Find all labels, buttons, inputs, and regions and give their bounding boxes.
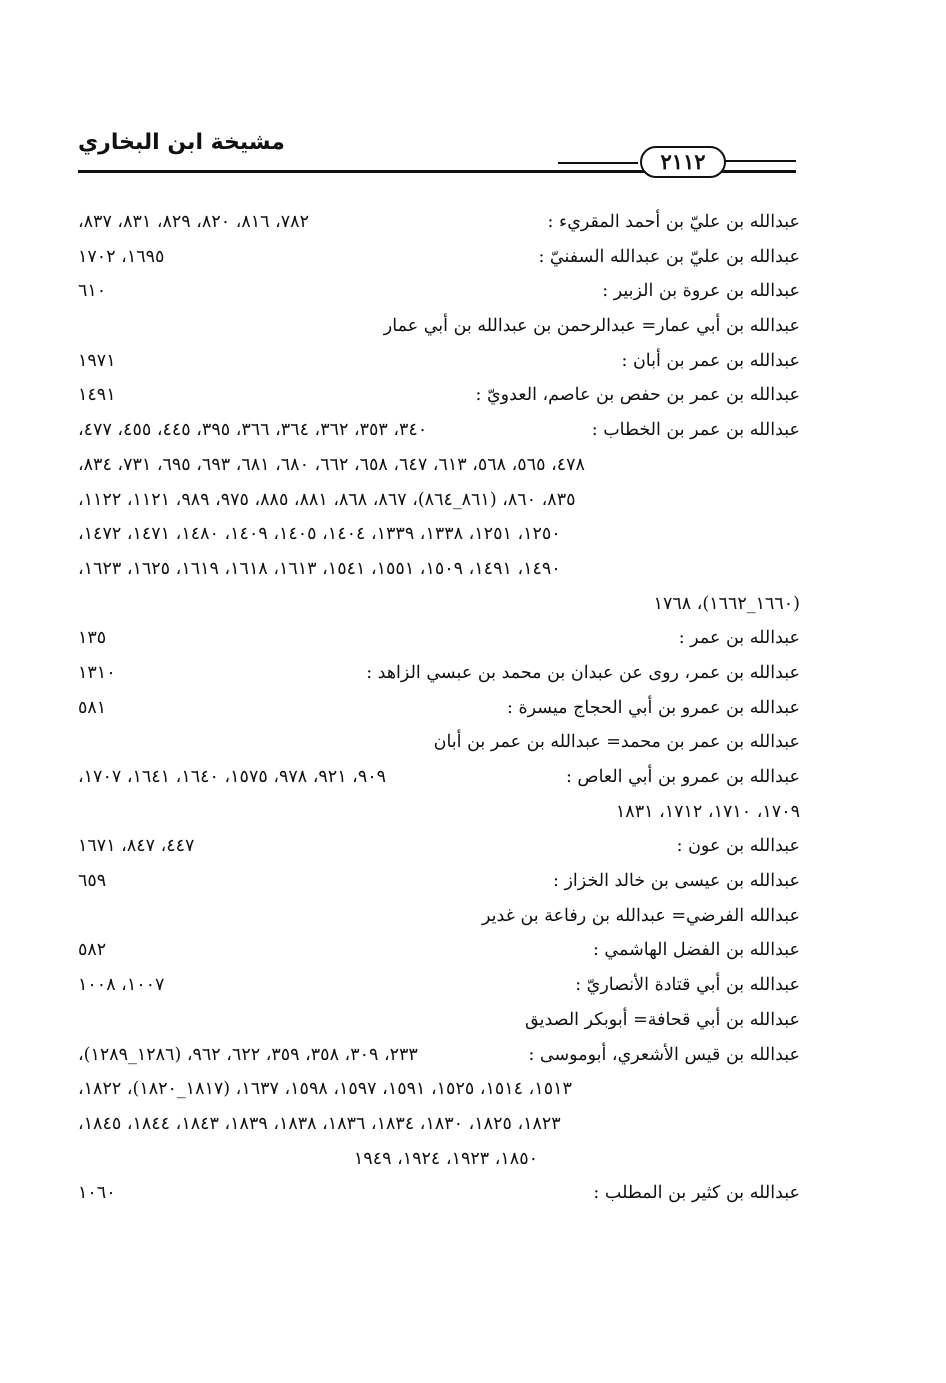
entry-continuation xyxy=(78,587,800,622)
entry-continuation xyxy=(78,448,800,483)
entry-name: عبدالله بن عليّ بن أحمد المقريء : xyxy=(547,212,800,232)
index-entry xyxy=(78,240,800,275)
index-entry xyxy=(78,760,800,795)
index-entry xyxy=(78,621,800,656)
index-entry xyxy=(78,829,800,864)
entry-refs: ١٤٩١ xyxy=(78,385,116,406)
entry-continuation xyxy=(78,1072,800,1107)
entry-refs: ١٨٢٣، ١٨٢٥، ١٨٣٠، ١٨٣٤، ١٨٣٦، ١٨٣٨، ١٨٣٩، ١٨٤٣، ١٨٤٤، ١٨٤٥، xyxy=(78,1113,561,1134)
entry-refs: ٥٨٢ xyxy=(78,940,107,961)
entry-name: عبدالله بن عمر، روى عن عبدان بن محمد بن عبسي الزاهد : xyxy=(366,662,800,683)
entry-refs: ٥٨١ xyxy=(78,697,107,718)
entry-name: عبدالله بن عون : xyxy=(676,836,800,857)
entry-refs: ١٠٦٠ xyxy=(78,1183,116,1204)
index-entry xyxy=(78,725,800,760)
index-entry xyxy=(78,413,800,448)
entry-name: عبدالله بن عمرو بن أبي العاص : xyxy=(565,767,800,787)
entry-refs: ١٢٥٠، ١٢٥١، ١٣٣٨، ١٣٣٩، ١٤٠٤، ١٤٠٥، ١٤٠٩، ١٤٨٠، ١٤٧١، ١٤٧٢، xyxy=(78,524,561,545)
book-title: مشيخة ابن البخاري xyxy=(78,130,285,155)
entry-name: عبدالله بن عمر بن أبان : xyxy=(621,350,800,371)
index-entry xyxy=(78,344,800,379)
index-entry xyxy=(78,274,800,309)
entry-refs: ٦١٠ xyxy=(78,281,107,302)
entry-continuation xyxy=(78,795,800,830)
entry-refs: ١٨٥٠، ١٩٢٣، ١٩٢٤، ١٩٤٩ xyxy=(353,1148,538,1169)
entry-refs: (١٦٦٠_١٦٦٢)، ١٧٦٨ xyxy=(653,593,800,614)
entry-refs: ١٦٩٥، ١٧٠٢ xyxy=(78,246,165,267)
entry-continuation xyxy=(78,1107,800,1142)
entry-refs: ٤٧٨، ٥٦٥، ٥٦٨، ٦١٣، ٦٤٧، ٦٥٨، ٦٦٢، ٦٨٠، ٦٨١، ٦٩٣، ٦٩٥، ٧٣١، ٨٣٤، xyxy=(78,454,585,475)
entry-name: عبدالله بن أبي قتادة الأنصاريّ : xyxy=(575,975,800,996)
entry-name: عبدالله بن عروة بن الزبير : xyxy=(602,281,800,302)
entry-refs: ٣٤٠، ٣٥٣، ٣٦٢، ٣٦٤، ٣٦٦، ٣٩٥، ٤٤٥، ٤٥٥، ٤٧٧، xyxy=(78,420,428,441)
entry-refs: ٧٨٢، ٨١٦، ٨٢٠، ٨٢٩، ٨٣١، ٨٣٧، xyxy=(78,212,309,232)
header-rule-right xyxy=(724,160,796,162)
entry-refs: ٦٥٩ xyxy=(78,871,107,892)
entry-continuation xyxy=(78,552,800,587)
header-rule-short xyxy=(558,162,638,164)
entry-name: عبدالله بن عمر : xyxy=(678,628,800,649)
index-content xyxy=(78,205,800,1211)
entry-name: عبدالله بن الفضل الهاشمي : xyxy=(592,940,800,961)
entry-continuation xyxy=(78,483,800,518)
entry-name: عبدالله بن عمر بن حفص بن عاصم، العدويّ : xyxy=(475,385,800,406)
entry-refs: ٢٣٣، ٣٠٩، ٣٥٨، ٣٥٩، ٦٢٢، ٩٦٢، (١٢٨٦_١٢٨٩)، xyxy=(78,1044,418,1065)
entry-name: عبدالله بن قيس الأشعري، أبوموسى : xyxy=(528,1044,800,1065)
index-entry xyxy=(78,1003,800,1038)
entry-name: عبدالله بن أبي عمار= عبدالرحمن بن عبدالله بن أبي عمار xyxy=(383,316,800,337)
entry-continuation xyxy=(78,1142,800,1177)
entry-refs: ١٥١٣، ١٥١٤، ١٥٢٥، ١٥٩١، ١٥٩٧، ١٥٩٨، ١٦٣٧، (١٨١٧_١٨٢٠)، ١٨٢٢، xyxy=(78,1079,572,1100)
index-entry xyxy=(78,968,800,1003)
entry-refs: ١٤٩٠، ١٤٩١، ١٥٠٩، ١٥٥١، ١٥٤١، ١٦١٣، ١٦١٨، ١٦١٩، ١٦٢٥، ١٦٢٣، xyxy=(78,558,561,579)
entry-name: عبدالله بن كثير بن المطلب : xyxy=(593,1183,800,1204)
index-entry xyxy=(78,933,800,968)
entry-refs: ١٣٥ xyxy=(78,628,107,649)
index-entry xyxy=(78,864,800,899)
entry-refs: ٤٤٧، ٨٤٧، ١٦٧١ xyxy=(78,836,195,857)
index-entry xyxy=(78,656,800,691)
index-entry xyxy=(78,899,800,934)
entry-name: عبدالله الفرضي= عبدالله بن رفاعة بن غدير xyxy=(482,905,800,926)
index-entry xyxy=(78,1176,800,1211)
running-header xyxy=(78,122,796,184)
entry-refs: ٨٣٥، ٨٦٠، (٨٦١_٨٦٤)، ٨٦٧، ٨٦٨، ٨٨١، ٨٨٥، ٩٧٥، ٩٨٩، ١١٢١، ١١٢٢، xyxy=(78,489,576,510)
entry-refs: ١٧٠٩، ١٧١٠، ١٧١٢، ١٨٣١ xyxy=(615,801,800,822)
index-entry xyxy=(78,1038,800,1073)
entry-name: عبدالله بن عمر بن الخطاب : xyxy=(591,420,800,441)
entry-refs: ١٣١٠ xyxy=(78,662,116,683)
page-number: ٢١١٢ xyxy=(640,146,726,178)
index-entry xyxy=(78,309,800,344)
entry-name: عبدالله بن عيسى بن خالد الخزاز : xyxy=(553,871,800,892)
entry-name: عبدالله بن عليّ بن عبدالله السفنيّ : xyxy=(538,246,800,267)
entry-name: عبدالله بن عمرو بن أبي الحجاج ميسرة : xyxy=(507,697,800,718)
index-entry xyxy=(78,691,800,726)
index-entry xyxy=(78,378,800,413)
entry-refs: ١٩٧١ xyxy=(78,350,116,371)
entry-continuation xyxy=(78,517,800,552)
entry-refs: ١٠٠٧، ١٠٠٨ xyxy=(78,975,165,996)
entry-name: عبدالله بن أبي قحافة= أبوبكر الصديق xyxy=(525,1009,800,1030)
index-entry xyxy=(78,205,800,240)
entry-refs: ٩٠٩، ٩٢١، ٩٧٨، ١٥٧٥، ١٦٤٠، ١٦٤١، ١٧٠٧، xyxy=(78,767,387,787)
entry-name: عبدالله بن عمر بن محمد= عبدالله بن عمر بن أبان xyxy=(433,732,800,753)
